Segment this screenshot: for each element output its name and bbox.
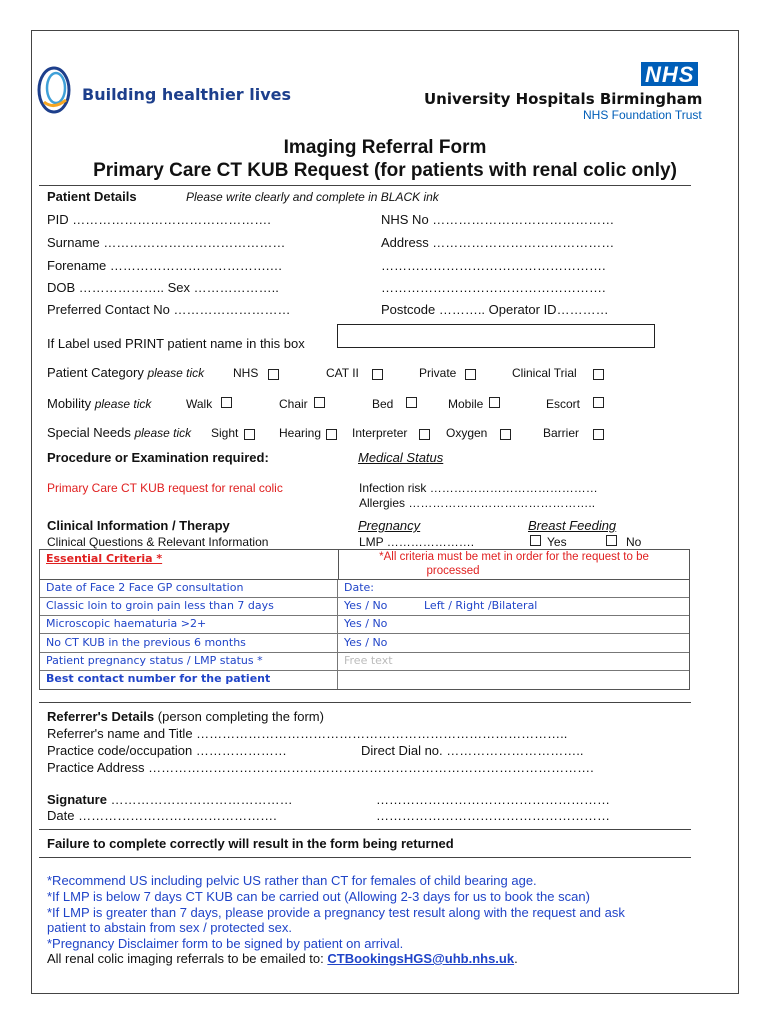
category-nhs-checkbox[interactable] <box>268 369 279 380</box>
breast-yes-label: Yes <box>547 535 567 549</box>
table-row-line <box>40 597 689 598</box>
criteria-label-pregnancy: Patient pregnancy status / LMP status * <box>46 654 263 667</box>
signature-right-field[interactable]: ……………………………………………… <box>376 792 610 807</box>
signature-label: Signature <box>47 792 107 807</box>
mobility-escort-label: Escort <box>546 397 581 411</box>
mobility-escort-checkbox[interactable] <box>593 397 604 408</box>
table-row-line <box>40 670 689 671</box>
date-right-field[interactable]: ……………………………………………… <box>376 808 610 823</box>
direct-dial-field[interactable]: Direct Dial no. ………………………….. <box>361 743 584 758</box>
building-logo <box>34 62 78 123</box>
referrer-heading-row <box>47 709 324 724</box>
clinical-sub: Clinical Questions & Relevant Information <box>47 535 269 549</box>
category-trial-checkbox[interactable] <box>593 369 604 380</box>
special-hearing-checkbox[interactable] <box>326 429 337 440</box>
mobility-walk-label: Walk <box>186 397 213 411</box>
special-oxygen-checkbox[interactable] <box>500 429 511 440</box>
divider <box>39 829 691 830</box>
criteria-label-gp-date: Date of Face 2 Face GP consultation <box>46 581 244 594</box>
criteria-label-haematuria: Microscopic haematuria >2+ <box>46 617 207 630</box>
special-hint: please tick <box>134 426 192 440</box>
table-row-line <box>40 652 689 653</box>
referrer-name-field[interactable]: Referrer's name and Title ………………………………………………………………………….. <box>47 726 568 741</box>
email-line <box>47 951 518 966</box>
form-title: Imaging Referral Form <box>283 137 487 158</box>
preferred-contact-field[interactable]: Preferred Contact No ……………………… <box>47 302 291 317</box>
mobility-mobile-label: Mobile <box>448 397 484 411</box>
category-private-checkbox[interactable] <box>465 369 476 380</box>
warning-text: Failure to complete correctly will result in the form being returned <box>47 836 454 851</box>
address-line-3[interactable]: ……………………………………………. <box>381 280 606 295</box>
essential-criteria-label: Essential Criteria * <box>46 552 163 565</box>
special-barrier-checkbox[interactable] <box>593 429 604 440</box>
email-suffix: . <box>514 951 518 966</box>
note-3: *If LMP is greater than 7 days, please provide a pregnancy test result along with the request and ask <box>47 905 625 920</box>
postcode-operator-field[interactable]: Postcode ……….. Operator ID………… <box>381 302 609 317</box>
table-row-line <box>40 633 689 634</box>
special-interpreter-label: Interpreter <box>352 426 408 440</box>
all-criteria-note-1: *All criteria must be met in order for the request to be <box>379 551 649 563</box>
infection-risk-field[interactable]: Infection risk …………………………………… <box>359 481 598 495</box>
criteria-value-gp-date[interactable]: Date: <box>344 581 374 594</box>
lmp-field[interactable]: LMP …………………. <box>359 535 475 549</box>
category-row-label <box>47 365 204 380</box>
category-trial-label: Clinical Trial <box>512 366 577 380</box>
clinical-heading: Clinical Information / Therapy <box>47 518 230 533</box>
criteria-label-contact: Best contact number for the patient <box>46 672 271 685</box>
swirl-logo-icon <box>34 62 78 118</box>
special-interpreter-checkbox[interactable] <box>419 429 430 440</box>
note-2: *If LMP is below 7 days CT KUB can be carried out (Allowing 2-3 days for us to book the scan) <box>47 889 590 904</box>
pregnancy-heading: Pregnancy <box>358 518 421 533</box>
criteria-value-no-ct[interactable]: Yes / No <box>344 636 388 649</box>
criteria-label-no-ct: No CT KUB in the previous 6 months <box>46 636 246 649</box>
mobility-label: Mobility <box>47 396 92 411</box>
mobility-chair-checkbox[interactable] <box>314 397 325 408</box>
mobility-row-label <box>47 396 151 411</box>
all-criteria-note-2: processed <box>426 565 480 577</box>
procedure-heading: Procedure or Examination required: <box>47 450 269 465</box>
special-barrier-label: Barrier <box>543 426 580 440</box>
criteria-label-loin-pain: Classic loin to groin pain less than 7 days <box>46 599 274 612</box>
note-1: *Recommend US including pelvic US rather than CT for females of child bearing age. <box>47 873 537 888</box>
nhs-badge: NHS <box>641 62 698 86</box>
category-private-label: Private <box>419 366 457 380</box>
address-field[interactable]: Address …………………………………… <box>381 235 615 250</box>
special-hearing-label: Hearing <box>279 426 322 440</box>
mobility-hint: please tick <box>94 397 152 411</box>
category-hint: please tick <box>147 366 205 380</box>
patient-instruction: Please write clearly and complete in BLACK ink <box>186 190 439 204</box>
mobility-bed-label: Bed <box>372 397 394 411</box>
mobility-chair-label: Chair <box>279 397 308 411</box>
criteria-value-loin-pain[interactable]: Yes / No <box>344 599 388 612</box>
criteria-value-pregnancy[interactable]: Free text <box>344 654 393 667</box>
breast-yes-checkbox[interactable] <box>530 535 541 546</box>
patient-name-box[interactable] <box>337 324 655 348</box>
label-instruction: If Label used PRINT patient name in this box <box>47 336 305 351</box>
procedure-value[interactable]: Primary Care CT KUB request for renal colic <box>47 481 283 495</box>
practice-address-field[interactable]: Practice Address …………………………………………………………………………………………. <box>47 760 594 775</box>
dob-sex-field[interactable]: DOB ……………….. Sex ……………….. <box>47 280 279 295</box>
practice-code-field[interactable]: Practice code/occupation ………………… <box>47 743 287 758</box>
allergies-field[interactable]: Allergies ……………………………………….. <box>359 496 596 510</box>
referrer-heading: Referrer's Details <box>47 709 155 724</box>
mobility-bed-checkbox[interactable] <box>406 397 417 408</box>
trust-name: University Hospitals Birmingham <box>424 90 703 108</box>
referrer-heading-note: (person completing the form) <box>157 709 324 724</box>
pid-field[interactable]: PID ………………………………………. <box>47 212 271 227</box>
mobility-mobile-checkbox[interactable] <box>489 397 500 408</box>
breast-no-label: No <box>626 535 642 549</box>
note-5: *Pregnancy Disclaimer form to be signed by patient on arrival. <box>47 936 404 951</box>
criteria-value-haematuria[interactable]: Yes / No <box>344 617 388 630</box>
email-prefix: All renal colic imaging referrals to be emailed to: <box>47 951 328 966</box>
trust-sub: NHS Foundation Trust <box>583 108 702 122</box>
surname-field[interactable]: Surname …………………………………… <box>47 235 286 250</box>
special-oxygen-label: Oxygen <box>446 426 488 440</box>
special-sight-checkbox[interactable] <box>244 429 255 440</box>
form-subtitle: Primary Care CT KUB Request (for patients with renal colic only) <box>93 160 677 181</box>
address-line-2[interactable]: ……………………………………………. <box>381 258 606 273</box>
mobility-walk-checkbox[interactable] <box>221 397 232 408</box>
patient-details-heading: Patient Details <box>47 189 137 204</box>
logo-text: Building healthier lives <box>82 85 292 104</box>
special-row-label <box>47 425 191 440</box>
divider <box>39 857 691 858</box>
date-field[interactable]: Date ………………………………………. <box>47 808 277 823</box>
criteria-side-options[interactable]: Left / Right /Bilateral <box>424 599 538 612</box>
category-label: Patient Category <box>47 365 144 380</box>
medical-status-heading: Medical Status <box>358 450 444 465</box>
category-nhs-label: NHS <box>233 366 259 380</box>
category-cat2-checkbox[interactable] <box>372 369 383 380</box>
criteria-table <box>39 579 690 690</box>
special-sight-label: Sight <box>211 426 239 440</box>
email-link[interactable]: CTBookingsHGS@uhb.nhs.uk <box>327 951 515 966</box>
nhs-no-field[interactable]: NHS No …………………………………… <box>381 212 615 227</box>
divider <box>39 702 691 703</box>
breast-no-checkbox[interactable] <box>606 535 617 546</box>
signature-field[interactable] <box>47 792 293 807</box>
breast-feeding-heading: Breast Feeding <box>528 518 617 533</box>
category-cat2-label: CAT II <box>326 366 359 380</box>
special-label: Special Needs <box>47 425 131 440</box>
divider <box>39 185 691 186</box>
note-4: patient to abstain from sex / protected sex. <box>47 920 292 935</box>
signature-dots: …………………………………… <box>110 792 293 807</box>
table-row-line <box>40 615 689 616</box>
forename-field[interactable]: Forename ……………………………….… <box>47 258 283 273</box>
